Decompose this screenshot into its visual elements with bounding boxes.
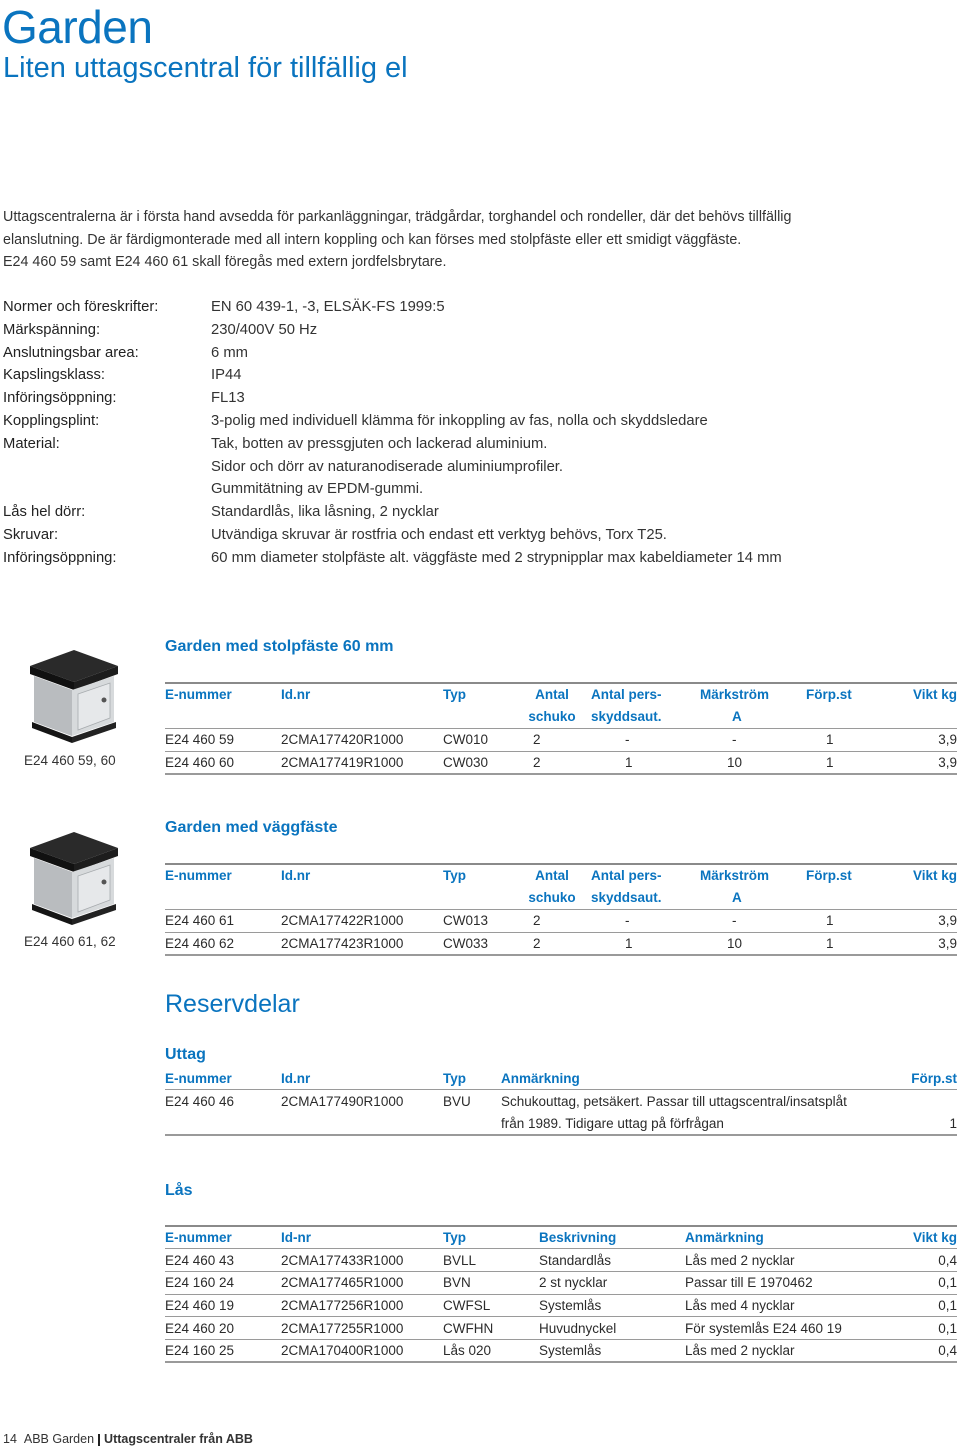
- col-header: Id-nr: [281, 1226, 443, 1249]
- col-header: Anmärkning: [501, 1067, 897, 1090]
- col-header: Typ: [443, 683, 513, 706]
- cabinet-image: [24, 826, 122, 926]
- spec-row: [3, 342, 782, 365]
- col-header: Märkström: [700, 683, 806, 706]
- spec-row: [3, 387, 782, 410]
- section-heading: Reservdelar: [165, 990, 300, 1018]
- spec-row: [3, 433, 782, 456]
- spec-label: Kopplingsplint:: [3, 412, 100, 429]
- spec-value: IP44: [211, 367, 242, 384]
- image-caption: E24 460 59, 60: [24, 753, 116, 768]
- col-header: Typ: [443, 864, 513, 887]
- intro-line: Uttagscentralerna är i första hand avsedda för parkanläggningar, trädgårdar, torghandel och rondeller, där det behövs tillfällig: [3, 209, 792, 225]
- col-header: E-nummer: [165, 1067, 281, 1090]
- table-row: från 1989. Tidigare uttag på förfrågan 1: [165, 1112, 957, 1135]
- spec-label: Införingsöppning:: [3, 549, 117, 566]
- spec-row: [3, 296, 782, 319]
- col-header: Antal pers-: [591, 683, 700, 706]
- cabinet-image: [24, 644, 122, 744]
- table-header-row: [165, 864, 957, 887]
- col-header: Vikt kg: [876, 864, 957, 887]
- col-header: Antal: [513, 683, 591, 706]
- col-header: Typ: [443, 1226, 539, 1249]
- spec-row: [3, 364, 782, 387]
- col-header: A: [700, 887, 806, 910]
- locks-table: [165, 1225, 957, 1363]
- table-row: E24 460 43 2CMA177433R1000 BVLL Standardlås Lås med 2 nycklar 0,4: [165, 1249, 957, 1272]
- spec-row: [3, 478, 782, 501]
- spec-value: 3-polig med individuell klämma för inkoppling av fas, nolla och skyddsledare: [211, 412, 708, 429]
- spec-label: Märkspänning:: [3, 321, 101, 338]
- spec-value: EN 60 439-1, -3, ELSÄK-FS 1999:5: [211, 299, 445, 315]
- col-header: Antal: [513, 864, 591, 887]
- col-header: Förp.st: [806, 683, 876, 706]
- spec-row: [3, 547, 782, 570]
- col-header: Vikt kg: [875, 1226, 957, 1249]
- image-caption: E24 460 61, 62: [24, 934, 116, 949]
- col-header: E-nummer: [165, 864, 281, 887]
- col-header: A: [700, 706, 806, 729]
- product-table: [165, 682, 957, 775]
- table-row: E24 160 24 2CMA177465R1000 BVN 2 st nycklar Passar till E 1970462 0,1: [165, 1271, 957, 1294]
- footer-section: Uttagscentraler från ABB: [104, 1432, 253, 1446]
- col-header: skyddsaut.: [591, 887, 700, 910]
- footer-brand: ABB Garden: [23, 1432, 95, 1446]
- table-row: E24 460 62 2CMA177423R1000 CW033 2 1 10 1 3,9: [165, 932, 957, 955]
- table-header-row: [165, 706, 957, 729]
- section-title: Lås: [165, 1182, 193, 1199]
- table-header-row: [165, 683, 957, 706]
- spec-label: Införingsöppning:: [3, 390, 117, 407]
- page-number: 14: [3, 1432, 17, 1446]
- table-header-row: [165, 1067, 957, 1090]
- spec-label: [3, 456, 211, 479]
- spec-value: FL13: [211, 390, 245, 407]
- table-row: E24 460 19 2CMA177256R1000 CWFSL Systemlås Lås med 4 nycklar 0,1: [165, 1294, 957, 1317]
- col-header: Förp.st: [806, 864, 876, 887]
- spec-label: Anslutningsbar area:: [3, 344, 139, 361]
- col-header: Märkström: [700, 864, 806, 887]
- table-row: E24 460 46 2CMA177490R1000 BVU Schukouttag, petsäkert. Passar till uttagscentral/insatsplåt: [165, 1093, 847, 1109]
- spare-parts-table: [165, 1067, 957, 1136]
- spec-value: Standardlås, lika låsning, 2 nycklar: [211, 504, 439, 521]
- spec-value: 60 mm diameter stolpfäste alt. väggfäste med 2 strypnipplar max kabeldiameter 14 mm: [211, 549, 782, 566]
- page-title: Garden: [2, 1, 153, 53]
- section-title: Garden med väggfäste: [165, 819, 338, 836]
- col-header: Förp.st: [897, 1067, 957, 1090]
- spec-row: [3, 524, 782, 547]
- spec-label: Kapslingsklass:: [3, 367, 105, 384]
- spec-list: [3, 296, 782, 570]
- col-header: Beskrivning: [539, 1226, 685, 1249]
- intro-line: elanslutning. De är färdigmonterade med all intern koppling och kan förses med stolpfäste eller ett smidigt väggfäste.: [3, 231, 742, 248]
- section-title: Uttag: [165, 1046, 206, 1063]
- product-table: [165, 863, 957, 956]
- col-header: Vikt kg: [876, 683, 957, 706]
- col-header: Id.nr: [281, 864, 443, 887]
- spec-value: Sidor och dörr av naturanodiserade aluminiumprofiler.: [211, 458, 564, 475]
- spec-value: 6 mm: [211, 344, 248, 361]
- col-header: schuko: [513, 887, 591, 910]
- page-footer: [3, 1432, 253, 1446]
- spec-value: Utvändiga skruvar är rostfria och endast ett verktyg behövs, Torx T25.: [211, 526, 667, 543]
- spec-label: [3, 478, 211, 501]
- col-header: schuko: [513, 706, 591, 729]
- col-header: Antal pers-: [591, 864, 700, 887]
- spec-row: [3, 319, 782, 342]
- intro-line: E24 460 59 samt E24 460 61 skall föregås med extern jordfelsbrytare.: [3, 254, 447, 270]
- table-row: E24 460 20 2CMA177255R1000 CWFHN Huvudnyckel För systemlås E24 460 19 0,1: [165, 1317, 957, 1340]
- spec-value: Gummitätning av EPDM-gummi.: [211, 481, 424, 498]
- col-header: Id.nr: [281, 683, 443, 706]
- table-row: E24 460 61 2CMA177422R1000 CW013 2 - - 1 3,9: [165, 909, 957, 932]
- col-header: Anmärkning: [685, 1226, 875, 1249]
- table-row: E24 460 59 2CMA177420R1000 CW010 2 - - 1 3,9: [165, 728, 957, 751]
- spec-row: [3, 501, 782, 524]
- table-header-row: [165, 1226, 957, 1249]
- section-title: Garden med stolpfäste 60 mm: [165, 638, 394, 655]
- page-subtitle: Liten uttagscentral för tillfällig el: [3, 52, 408, 84]
- spec-value: 230/400V 50 Hz: [211, 321, 318, 338]
- intro-paragraph: [3, 206, 953, 274]
- table-row: E24 160 25 2CMA170400R1000 Lås 020 Systemlås Lås med 2 nycklar 0,4: [165, 1339, 957, 1362]
- spec-row: [3, 456, 782, 479]
- footer-divider: [98, 1434, 100, 1446]
- spec-label: Skruvar:: [3, 526, 59, 543]
- spec-row: [3, 410, 782, 433]
- spec-label: Lås hel dörr:: [3, 504, 86, 521]
- table-header-row: [165, 887, 957, 910]
- table-row: E24 460 60 2CMA177419R1000 CW030 2 1 10 1 3,9: [165, 751, 957, 774]
- col-header: skyddsaut.: [591, 706, 700, 729]
- col-header: E-nummer: [165, 683, 281, 706]
- col-header: Typ: [443, 1067, 501, 1090]
- col-header: Id.nr: [281, 1067, 443, 1090]
- spec-label: Normer och föreskrifter:: [3, 299, 159, 315]
- spec-label: Material:: [3, 435, 60, 452]
- col-header: E-nummer: [165, 1226, 281, 1249]
- spec-value: Tak, botten av pressgjuten och lackerad aluminium.: [211, 435, 548, 452]
